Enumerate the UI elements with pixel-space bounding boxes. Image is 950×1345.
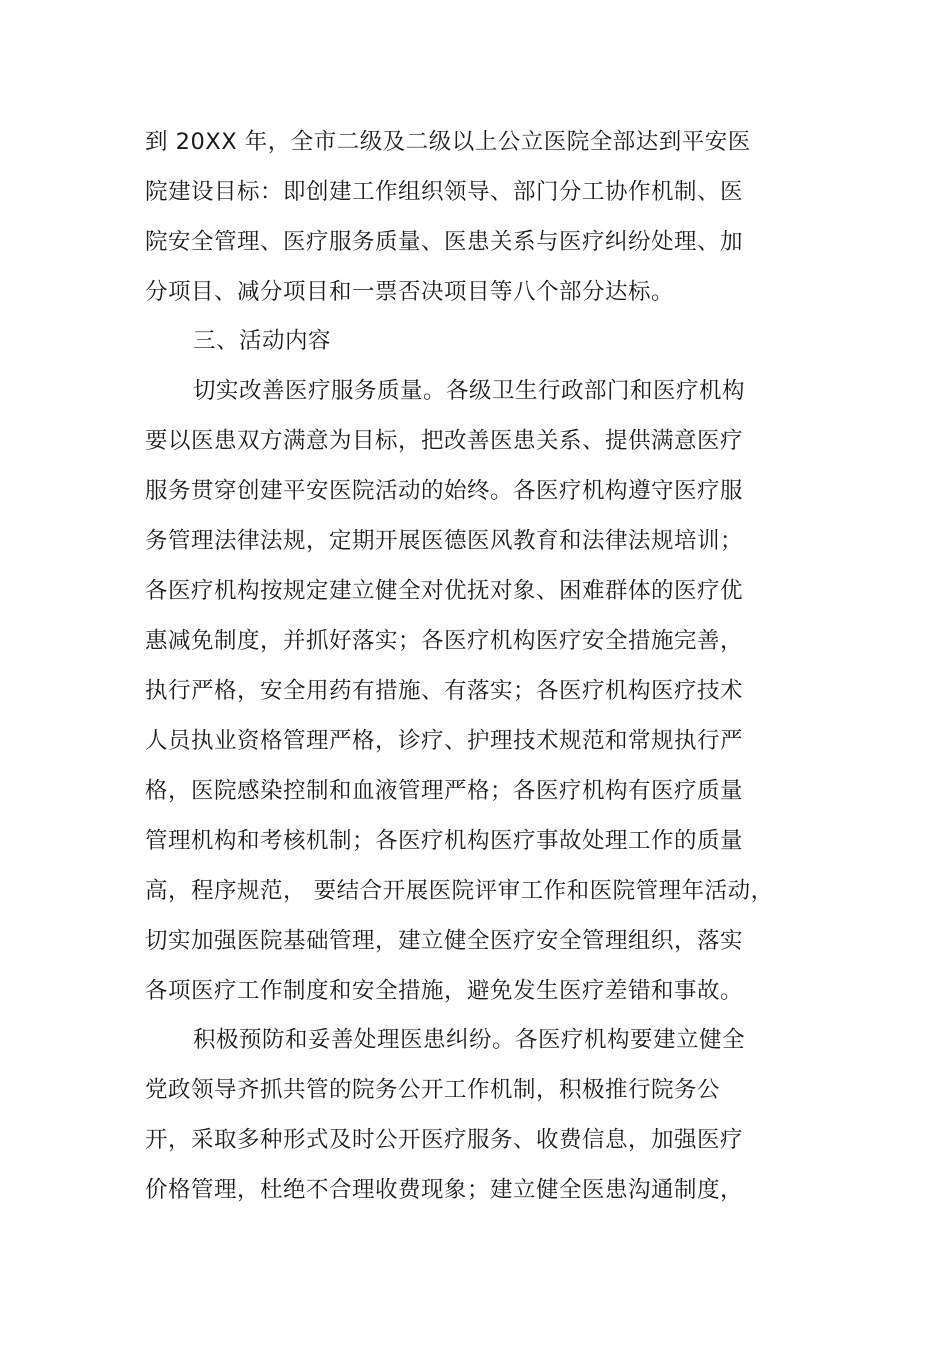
text-line: 开，采取多种形式及时公开医疗服务、收费信息，加强医疗 xyxy=(145,1127,744,1153)
text-line: 管理机构和考核机制；各医疗机构医疗事故处理工作的质量 xyxy=(145,828,744,854)
text-line: 高，程序规范， 要结合开展医院评审工作和医院管理年活动， xyxy=(145,878,774,904)
text-line: 到 20XX 年，全市二级及二级以上公立医院全部达到平安医 xyxy=(145,129,751,155)
text-line: 价格管理，杜绝不合理收费现象；建立健全医患沟通制度， xyxy=(145,1177,744,1203)
text-line: 党政领导齐抓共管的院务公开工作机制，积极推行院务公 xyxy=(145,1077,721,1103)
text-line: 各项医疗工作制度和安全措施，避免发生医疗差错和事故。 xyxy=(145,978,744,1004)
paragraph-first-line: 积极预防和妥善处理医患纠纷。各医疗机构要建立健全 xyxy=(193,1027,746,1053)
text-line: 惠减免制度，并抓好落实；各医疗机构医疗安全措施完善， xyxy=(145,628,744,654)
text-line: 人员执业资格管理严格，诊疗、护理技术规范和常规执行严 xyxy=(145,728,744,754)
text-line: 务管理法律法规，定期开展医德医风教育和法律法规培训； xyxy=(145,528,744,554)
text-line: 服务贯穿创建平安医院活动的始终。各医疗机构遵守医疗服 xyxy=(145,478,744,504)
section-heading: 三、活动内容 xyxy=(193,328,332,354)
text-line: 院建设目标：即创建工作组织领导、部门分工协作机制、医 xyxy=(145,179,744,205)
text-line: 各医疗机构按规定建立健全对优抚对象、困难群体的医疗优 xyxy=(145,578,744,604)
text-line: 要以医患双方满意为目标，把改善医患关系、提供满意医疗 xyxy=(145,428,744,454)
paragraph-first-line: 切实改善医疗服务质量。各级卫生行政部门和医疗机构 xyxy=(193,378,746,404)
text-line: 执行严格，安全用药有措施、有落实；各医疗机构医疗技术 xyxy=(145,678,744,704)
text-line: 院安全管理、医疗服务质量、医患关系与医疗纠纷处理、加 xyxy=(145,229,744,255)
text-line: 切实加强医院基础管理，建立健全医疗安全管理组织，落实 xyxy=(145,928,744,954)
text-line: 分项目、减分项目和一票否决项目等八个部分达标。 xyxy=(145,279,675,305)
text-line: 格，医院感染控制和血液管理严格；各医疗机构有医疗质量 xyxy=(145,778,744,804)
